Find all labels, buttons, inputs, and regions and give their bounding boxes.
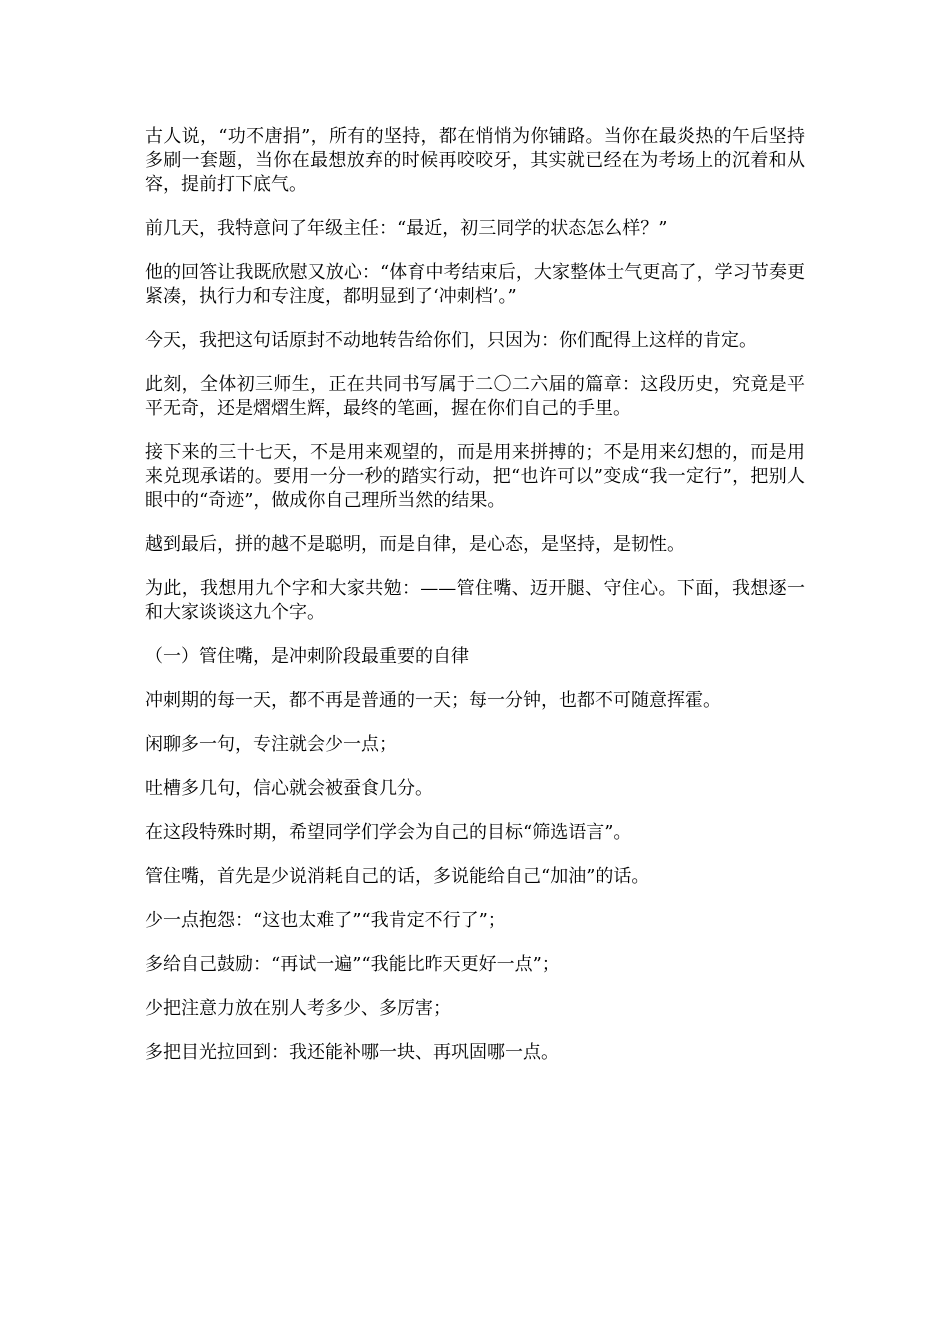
- paragraph-less-comparison: 少把注意力放在别人考多少、多厉害；: [145, 998, 451, 1019]
- paragraph-chatter: 闲聊多一句，专注就会少一点；: [145, 734, 397, 755]
- document-body: [145, 125, 805, 1085]
- paragraph-asked-grade-director: 前几天，我特意问了年级主任：“最近，初三同学的状态怎么样？”: [145, 218, 668, 239]
- paragraph-director-answer: 他的回答让我既欣慰又放心：“体育中考结束后，大家整体士气更高了，学习节奏更紧凑，执行力和专注度，都明显到了‘冲刺档’。”: [145, 262, 805, 307]
- paragraph-less-complaining: 少一点抱怨：“这也太难了”“我肯定不行了”；: [145, 910, 506, 931]
- paragraph-complaints: 吐槽多几句，信心就会被蚕食几分。: [145, 778, 433, 799]
- paragraph-encouraging-words: 管住嘴，首先是少说消耗自己的话，多说能给自己“加油”的话。: [145, 866, 650, 887]
- paragraph-class-of-2026: 此刻，全体初三师生，正在共同书写属于二〇二六届的篇章：这段历史，究竟是平平无奇，还是熠熠生辉，最终的笔画，握在你们自己的手里。: [145, 374, 805, 419]
- paragraph-refocus: 多把目光拉回到：我还能补哪一块、再巩固哪一点。: [145, 1042, 559, 1063]
- section-heading-guard-mouth: （一）管住嘴，是冲刺阶段最重要的自律: [145, 646, 469, 667]
- paragraph-every-day: 冲刺期的每一天，都不再是普通的一天；每一分钟，也都不可随意挥霍。: [145, 690, 721, 711]
- paragraph-thirty-seven-days: 接下来的三十七天，不是用来观望的，而是用来拼搏的；不是用来幻想的，而是用来兑现承诺的。要用一分一秒的踏实行动，把“也许可以”变成“我一定行”，把别人眼中的“奇迹”，做成你自己理所当然的结果。: [145, 442, 805, 511]
- paragraph-nine-characters: 为此，我想用九个字和大家共勉：——管住嘴、迈开腿、守住心。下面，我想逐一和大家谈谈这九个字。: [145, 578, 805, 623]
- paragraph-more-encouragement: 多给自己鼓励：“再试一遍”“我能比昨天更好一点”；: [145, 954, 560, 975]
- paragraph-relay-to-students: 今天，我把这句话原封不动地转告给你们，只因为：你们配得上这样的肯定。: [145, 330, 757, 351]
- paragraph-filter-language: 在这段特殊时期，希望同学们学会为自己的目标“筛选语言”。: [145, 822, 632, 843]
- paragraph-self-discipline: 越到最后，拼的越不是聪明，而是自律，是心态，是坚持，是韧性。: [145, 534, 685, 555]
- paragraph-gongbutangjuan: 古人说，“功不唐捐”，所有的坚持，都在悄悄为你铺路。当你在最炎热的午后坚持多刷一套题，当你在最想放弃的时候再咬咬牙，其实就已经在为考场上的沉着和从容，提前打下底气。: [145, 126, 805, 195]
